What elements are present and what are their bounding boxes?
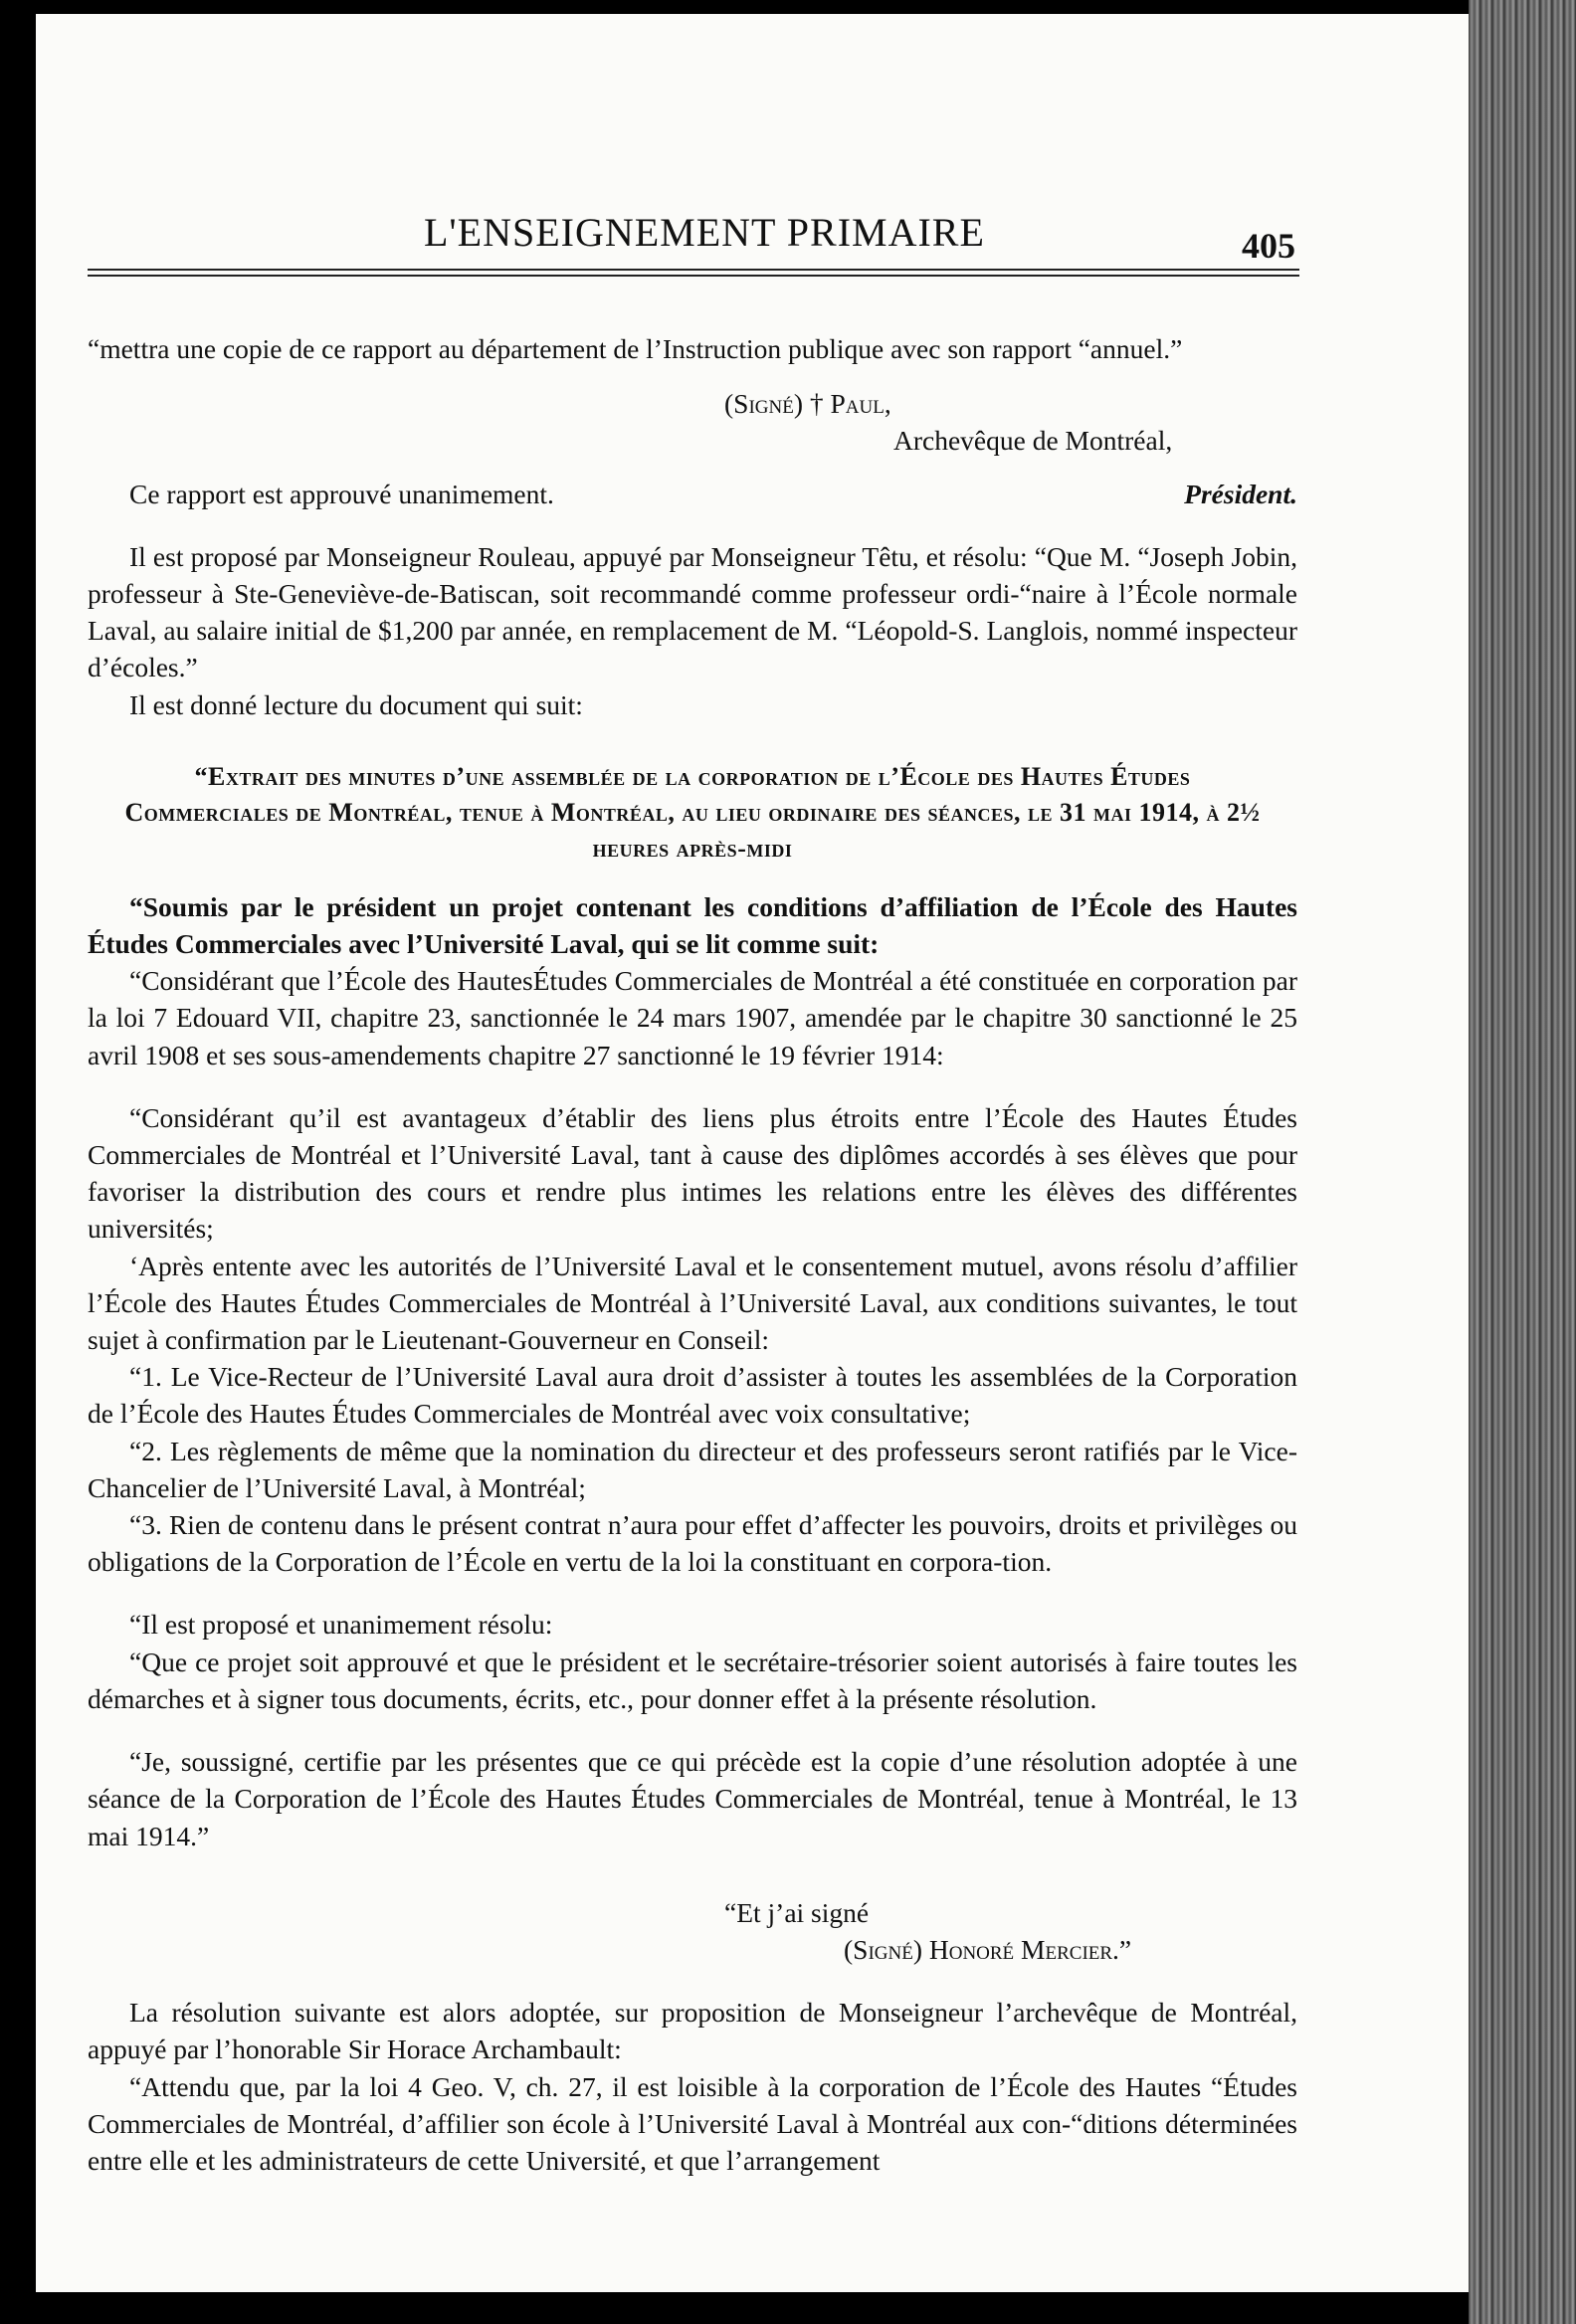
book-page	[36, 14, 1469, 2292]
paragraph-resolution: La résolution suivante est alors adoptée, sur proposition de Monseigneur l’archevêque de Montréal, appuyé par l’honorable Sir Horace Archambault:	[88, 1997, 1297, 2065]
signature-mercier: (Signé) Honoré Mercier.”	[844, 1933, 1132, 1965]
paragraph-attendu: “Attendu que, par la loi 4 Geo. V, ch. 27, il est loisible à la corporation de l’École des Hautes “Études Commerciales de Montréal, d’affilier son école à l’Université Laval à Montréal aux con-“ditions déterminées entre elle et les administrateurs de cette Université, et que l’arrangement	[88, 2070, 1297, 2176]
paragraph-soumis: “Soumis par le président un projet contenant les conditions d’affiliation de l’École des Hautes Études Commerciales avec l’Université Laval, qui se lit comme suit:	[88, 890, 1297, 960]
scan-left-border	[0, 0, 36, 2324]
paragraph-considerant-2: “Considérant qu’il est avantageux d’établir des liens plus étroits entre l’École des Hautes Études Commerciales de Montréal et l’Université Laval, tant à cause des diplômes accordés à ses élèves que pour favoriser la distribution des cours et rendre plus intimes les relations entre les élèves des différentes universités;	[88, 1101, 1297, 1245]
president-label: Président.	[1184, 478, 1297, 509]
paragraph-que-ce-projet: “Que ce projet soit approuvé et que le président et le secrétaire-trésorier soient autorisés à faire toutes les démarches et à signer tous documents, écrits, etc., pour donner effet à la présente résolution.	[88, 1646, 1297, 1714]
page-number: 405	[1242, 226, 1295, 266]
signature-paul: (Signé) † Paul,	[724, 388, 891, 420]
header-rule-top	[88, 269, 1299, 271]
running-header: L'ENSEIGNEMENT PRIMAIRE	[424, 210, 985, 255]
paragraph-lecture: Il est donné lecture du document qui suit:	[129, 688, 583, 720]
book-edge	[1469, 0, 1576, 2324]
paragraph-continued: “mettra une copie de ce rapport au département de l’Instruction publique avec son rapport “annuel.”	[88, 333, 1183, 364]
condition-1: “1. Le Vice-Recteur de l’Université Laval aura droit d’assister à toutes les assemblées de la Corporation de l’École des Hautes Études Commerciales de Montréal avec voix consultative;	[88, 1361, 1297, 1430]
approval-text: Ce rapport est approuvé unanimement.	[129, 478, 554, 509]
approval-line	[88, 476, 1297, 512]
condition-2: “2. Les règlements de même que la nomination du directeur et des professeurs seront ratifiés par le Vice-Chancelier de l’Université Laval, à Montréal;	[88, 1435, 1297, 1503]
paragraph-considerant-1: “Considérant que l’École des HautesÉtudes Commerciales de Montréal a été constituée en corporation par la loi 7 Edouard VII, chapitre 23, sanctionnée le 24 mars 1907, amendée par le chapitre 30 sanctionné le 25 avril 1908 et ses sous-amendements chapitre 27 sanctionné le 19 février 1914:	[88, 965, 1297, 1070]
paragraph-jobin: Il est proposé par Monseigneur Rouleau, appuyé par Monseigneur Têtu, et résolu: “Que M. “Joseph Jobin, professeur à Ste-Geneviève-de-Batiscan, soit recommandé comme professeur ordi-“naire à l’École normale Laval, au salaire initial de $1,200 par année, en remplacement de M. “Léopold-S. Langlois, nommé inspecteur d’écoles.”	[88, 540, 1297, 683]
extract-heading: “Extrait des minutes d’une assemblée de la corporation de l’École des Hautes Études Commerciales de Montréal, tenue à Montréal, au lieu ordinaire des séances, le 31 mai 1914, à 2½ heures après-midi	[124, 761, 1261, 863]
paragraph-propose: “Il est proposé et unanimement résolu:	[129, 1609, 553, 1641]
condition-3: “3. Rien de contenu dans le présent contrat n’aura pour effet d’affecter les pouvoirs, droits et privilèges ou obligations de la Corporation de l’École en vertu de la loi la constituant en corpora-tion.	[88, 1509, 1297, 1578]
et-jai-signe: “Et j’ai signé	[724, 1896, 870, 1928]
paragraph-certifie: “Je, soussigné, certifie par les présentes que ce qui précède est la copie d’une résolution adoptée à une séance de la Corporation de l’École des Hautes Études Commerciales de Montréal, tenue à Montréal, le 13 mai 1914.”	[88, 1746, 1297, 1851]
signature-title: Archevêque de Montréal,	[893, 425, 1173, 457]
page-body	[88, 330, 1297, 2179]
header-rule-bottom	[88, 275, 1299, 277]
paragraph-apres-entente: ‘Après entente avec les autorités de l’Université Laval et le consentement mutuel, avons résolu d’affilier l’École des Hautes Études Commerciales de Montréal à l’Université Laval, aux conditions suivantes, le tout sujet à confirmation par le Lieutenant-Gouverneur en Conseil:	[88, 1250, 1297, 1356]
